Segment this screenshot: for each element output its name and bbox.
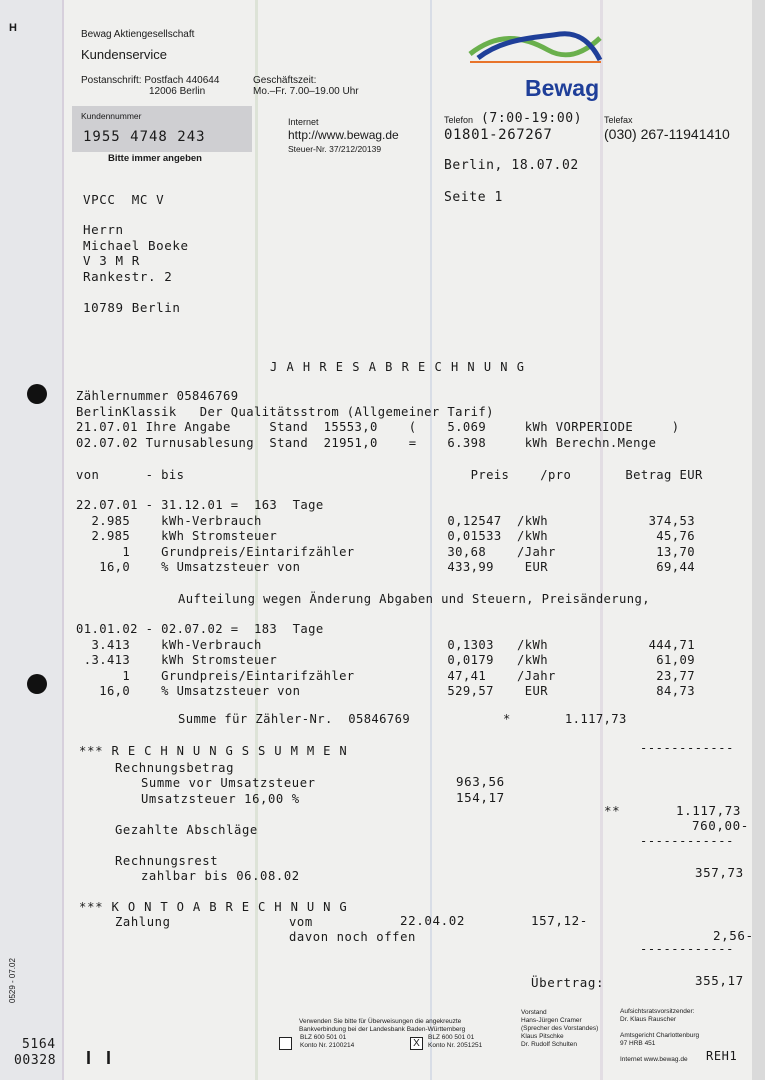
form-code: 0529 - 07.02 bbox=[8, 958, 17, 1003]
document-date: Berlin, 18.07.02 bbox=[444, 158, 579, 173]
invoice-totals-heading: *** R E C H N U N G S S U M M E N bbox=[79, 744, 348, 758]
margin-code-a: 5164 bbox=[22, 1037, 56, 1052]
vat-label: Umsatzsteuer 16,00 % bbox=[141, 792, 300, 806]
bank-2-blz: BLZ 600 501 01 bbox=[428, 1034, 475, 1041]
due-date: zahlbar bis 06.08.02 bbox=[141, 869, 300, 883]
customer-number-note: Bitte immer angeben bbox=[108, 153, 202, 164]
bank-note: Bankverbindung bei der Landesbank Baden-Württemberg bbox=[299, 1026, 466, 1033]
table-header: von - bis Preis /pro Betrag EUR bbox=[76, 468, 703, 482]
phone-label: Telefon bbox=[444, 115, 474, 125]
punch-hole bbox=[27, 384, 47, 404]
department: Kundenservice bbox=[81, 47, 167, 62]
board-member: Hans-Jürgen Cramer bbox=[521, 1017, 582, 1024]
total-value: 1.117,73 bbox=[676, 803, 742, 818]
logo-wordmark: Bewag bbox=[525, 75, 600, 101]
payment-from: vom bbox=[289, 915, 313, 929]
invoice-amount-label: Rechnungsbetrag bbox=[115, 761, 235, 775]
postal-address: Postanschrift: Postfach 440644 bbox=[81, 75, 220, 86]
open-label: davon noch offen bbox=[289, 930, 416, 944]
phone-number: 01801-267267 bbox=[444, 127, 553, 143]
supervisory-label: Aufsichtsratsvorsitzender: bbox=[620, 1008, 695, 1015]
payment-date: 22.04.02 bbox=[400, 913, 466, 928]
hours-value: Mo.–Fr. 7.00–19.00 Uhr bbox=[253, 86, 359, 97]
bank-1-blz: BLZ 600 501 01 bbox=[300, 1034, 347, 1041]
total-marker: ** bbox=[604, 803, 621, 818]
court: Amtsgericht Charlottenburg bbox=[620, 1032, 700, 1039]
payment-label: Zahlung bbox=[115, 915, 171, 929]
court-register: 97 HRB 451 bbox=[620, 1040, 656, 1047]
meter-line: 02.07.02 Turnusablesung Stand 21951,0 = 6.398 kWh Berechn.Menge bbox=[76, 435, 657, 450]
internet-label: Internet bbox=[288, 117, 319, 127]
payment-value: 157,12- bbox=[531, 913, 588, 928]
board-member: Dr. Rudolf Schulten bbox=[521, 1041, 578, 1048]
internet-url: http://www.bewag.de bbox=[288, 128, 399, 142]
hours-label: Geschäftszeit: bbox=[253, 75, 317, 86]
customer-number: 1955 4748 243 bbox=[83, 129, 206, 145]
board-label: Vorstand bbox=[521, 1009, 547, 1016]
tax-number: Steuer-Nr. 37/212/20139 bbox=[288, 144, 382, 154]
fax-label: Telefax bbox=[604, 115, 633, 125]
net-value: 963,56 bbox=[456, 774, 505, 789]
meter-line: Zählernummer 05846769 bbox=[76, 389, 239, 403]
table-row: 3.413 kWh-Verbrauch 0,1303 /kWh 444,71 bbox=[76, 637, 695, 652]
separator: ------------ bbox=[640, 741, 734, 755]
net-label: Summe vor Umsatzsteuer bbox=[141, 776, 316, 790]
billing-period-2 bbox=[76, 622, 695, 700]
meter-sum: Summe für Zähler-Nr. 05846769 * 1.117,73 bbox=[178, 712, 627, 726]
scan-margin bbox=[0, 0, 62, 1080]
scan-line bbox=[62, 0, 64, 1080]
carry-value: 355,17 bbox=[695, 973, 744, 988]
bank-1-checkbox bbox=[279, 1037, 292, 1050]
separator: ------------ bbox=[640, 942, 734, 956]
table-row: 01.01.02 - 02.07.02 = 183 Tage bbox=[76, 622, 324, 636]
billing-period-1 bbox=[76, 498, 695, 576]
bank-1-account: Konto Nr. 2100214 bbox=[300, 1042, 355, 1049]
vat-value: 154,17 bbox=[456, 790, 505, 805]
phone-hours: (7:00-19:00) bbox=[481, 111, 583, 126]
separator: ------------ bbox=[640, 834, 734, 848]
paid-value: 760,00- bbox=[692, 818, 749, 833]
table-row: .3.413 kWh Stromsteuer 0,0179 /kWh 61,09 bbox=[76, 653, 695, 667]
table-row: 22.07.01 - 31.12.01 = 163 Tage bbox=[76, 498, 324, 512]
punch-hole bbox=[27, 674, 47, 694]
table-row: 16,0 % Umsatzsteuer von 433,99 EUR 69,44 bbox=[76, 560, 695, 574]
customer-number-label: Kundennummer bbox=[81, 111, 142, 121]
open-value: 2,56- bbox=[713, 928, 754, 943]
board-member-role: (Sprecher des Vorstandes) bbox=[521, 1025, 599, 1032]
margin-code-b: 00328 bbox=[14, 1053, 57, 1068]
document-title: J A H R E S A B R E C H N U N G bbox=[270, 360, 525, 374]
reference-code: REH1 bbox=[706, 1049, 738, 1063]
scan-edge bbox=[752, 0, 765, 1080]
split-note: Aufteilung wegen Änderung Abgaben und Steuern, Preisänderung, bbox=[178, 592, 650, 606]
rest-value: 357,73 bbox=[695, 865, 744, 880]
bank-note: Verwenden Sie bitte für Überweisungen die angekreuzte bbox=[299, 1018, 462, 1025]
routing-code: VPCC MC V bbox=[83, 192, 165, 207]
page-number: Seite 1 bbox=[444, 190, 503, 205]
footer-web: Internet www.bewag.de bbox=[620, 1056, 688, 1063]
address-line: Rankestr. 2 bbox=[83, 268, 173, 284]
table-row: 2.985 kWh Stromsteuer 0,01533 /kWh 45,76 bbox=[76, 529, 695, 543]
address-line: 10789 Berlin bbox=[83, 299, 181, 315]
address-line: V 3 M R bbox=[83, 253, 140, 268]
address-line: Herrn bbox=[83, 222, 124, 237]
margin-ticks: I I bbox=[86, 1048, 112, 1068]
company-name: Bewag Aktiengesellschaft bbox=[81, 29, 195, 40]
address-line bbox=[83, 284, 189, 300]
carry-label: Übertrag: bbox=[531, 975, 605, 990]
fax-number: (030) 267-11941410 bbox=[604, 126, 730, 142]
recipient-address bbox=[83, 222, 189, 315]
margin-mark: H bbox=[9, 22, 17, 34]
supervisory-name: Dr. Klaus Rauscher bbox=[620, 1016, 676, 1023]
rest-label: Rechnungsrest bbox=[115, 854, 219, 868]
bank-2-account: Konto Nr. 2051251 bbox=[428, 1042, 483, 1049]
paid-label: Gezahlte Abschläge bbox=[115, 823, 258, 837]
meter-line: BerlinKlassik Der Qualitätsstrom (Allgemeiner Tarif) bbox=[76, 404, 494, 419]
table-row: 16,0 % Umsatzsteuer von 529,57 EUR 84,73 bbox=[76, 684, 695, 698]
postal-city: 12006 Berlin bbox=[149, 86, 206, 97]
address-line: Michael Boeke bbox=[83, 237, 189, 253]
table-row: 2.985 kWh-Verbrauch 0,12547 /kWh 374,53 bbox=[76, 513, 695, 528]
meter-line: 21.07.01 Ihre Angabe Stand 15553,0 ( 5.069 kWh VORPERIODE ) bbox=[76, 420, 680, 434]
board-member: Klaus Pitschke bbox=[521, 1033, 564, 1040]
table-row: 1 Grundpreis/Eintarifzähler 47,41 /Jahr 23,77 bbox=[76, 668, 695, 683]
meter-info bbox=[76, 389, 680, 451]
bank-2-checkbox: X bbox=[410, 1037, 423, 1050]
account-heading: *** K O N T O A B R E C H N U N G bbox=[79, 900, 348, 914]
table-row: 1 Grundpreis/Eintarifzähler 30,68 /Jahr 13,70 bbox=[76, 544, 695, 559]
